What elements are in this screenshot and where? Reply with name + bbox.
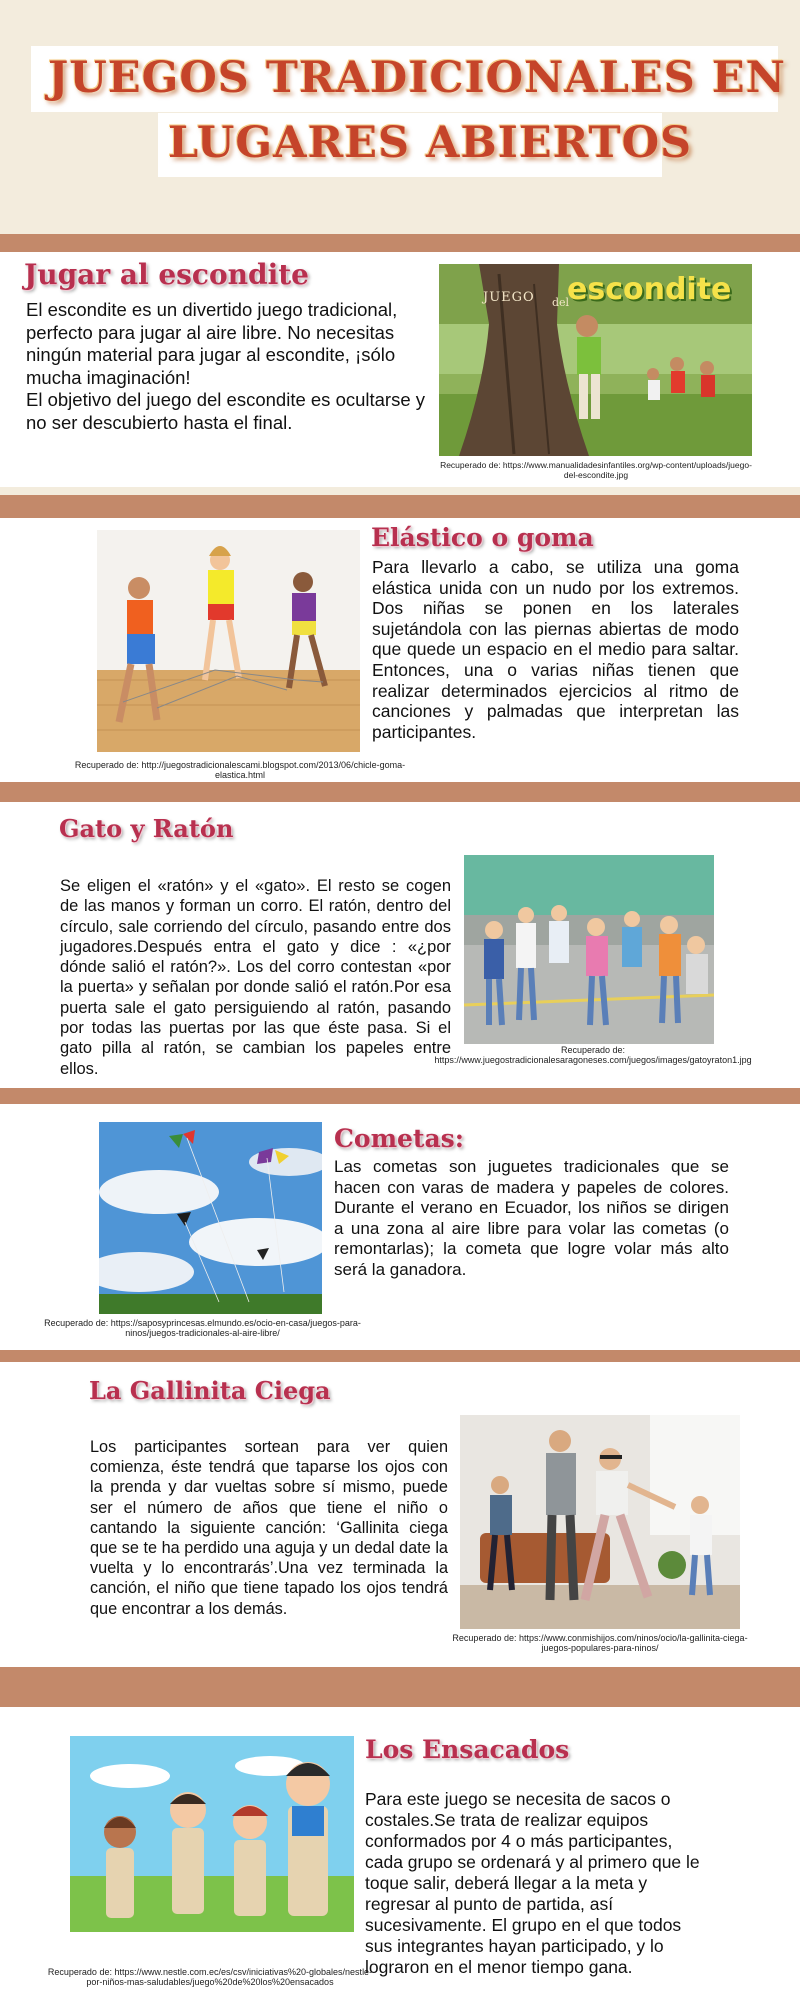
gato-raton-photo — [464, 855, 714, 1044]
divider-band — [0, 234, 800, 252]
section-paragraph: Los participantes sortean para ver quien comienza, éste tendrá que taparse los ojos con la prenda y dar vueltas sobre sí mismo, puede ser el número de años que tiene el niño o cantando la siguiente canción: ‘Gallinita ciega que se te ha perdido una aguja y un dedal date la vuelta y lo encontrarás’.Una vez terminada la canción, el niño que tiene tapado los ojos tendrá que encontrar a los demás. — [90, 1438, 448, 1618]
image-caption: Recuperado de: https://www.nestle.com.ec/es/csv/iniciativas%20-globales/nestle-por-niños-mas-saludables/juego%20de%20los%20ensacados — [47, 1967, 373, 1987]
elastico-photo — [97, 530, 360, 752]
divider-band — [0, 1350, 800, 1362]
image-caption: Recuperado de: https://www.manualidadesinfantiles.org/wp-content/uploads/juego-del-escondite.jpg — [440, 460, 752, 480]
section-title: Gato y Ratón — [59, 814, 234, 843]
section-title: Elástico o goma — [371, 523, 594, 552]
image-caption: Recuperado de: https://saposyprincesas.elmundo.es/ocio-en-casa/juegos-para-ninos/juegos-tradicionales-al-aire-libre/ — [44, 1318, 361, 1338]
section-title: La Gallinita Ciega — [89, 1376, 331, 1405]
section-title: Jugar al escondite — [24, 258, 309, 291]
section-paragraph: Se eligen el «ratón» y el «gato». El resto se cogen de las manos y forman un corro. El ratón, dentro del círculo, sale corriendo del círculo, pasando entre dos jugadores.Después entra el gato y dice : «¿por dónde salió el ratón?». Los del corro contestan «por la puerta» y señalan por donde salió el ratón.Por esa puerta sale el gato persiguiendo al ratón, pasando por todas las puertas por las que éste pasa. Si el gato pilla al ratón, se cambian los papeles entre ellos. — [60, 877, 451, 1078]
section-title: Los Ensacados — [365, 1735, 570, 1764]
section-paragraph: Para este juego se necesita de sacos o costales.Se trata de realizar equipos conformados por 4 o más participantes, cada grupo se ordenará y al primero que le toque salir, deberá llegar a la meta y regresar al punto de partida, así sucesivamente. El grupo en el que todos sus integrantes hayan participado, y lo lograron en el menor tiempo gana. — [365, 1789, 700, 1977]
page-header — [0, 0, 800, 234]
cometas-photo — [99, 1122, 322, 1314]
image-caption: Recuperado de: https://www.juegostradicionalesaragoneses.com/juegos/images/gatoyraton1.jpg — [434, 1045, 752, 1065]
cream-strip — [0, 487, 800, 495]
image-label-escondite: escondite — [567, 272, 732, 307]
gallinita-ciega-photo — [460, 1415, 740, 1629]
divider-band — [0, 782, 800, 802]
image-caption: Recuperado de: https://www.conmishijos.com/ninos/ocio/la-gallinita-ciega-juegos-populares-para-ninos/ — [452, 1633, 748, 1653]
section-paragraph: El objetivo del juego del escondite es ocultarse y no ser descubierto hasta el final. — [26, 389, 426, 433]
page-title-line1: JUEGOS TRADICIONALES EN — [48, 53, 786, 103]
section-paragraph: Para llevarlo a cabo, se utiliza una goma elástica unida con un nudo por los extremos. Dos niñas se ponen en los laterales sujetándola con las piernas abiertas de modo que quede un espacio en el medio para saltar. Entonces, una o varias niñas tienen que realizar determinados ejercicios al ritmo de canciones y palmadas que interpretan las participantes. — [372, 557, 739, 742]
escondite-photo — [439, 264, 752, 456]
divider-band — [0, 1667, 800, 1707]
image-label-juego: JUEGO — [483, 290, 535, 305]
section-paragraph: El escondite es un divertido juego tradicional, perfecto para jugar al aire libre. No necesitas ningún material para jugar al escondite, ¡sólo mucha imaginación! — [26, 299, 398, 388]
divider-band — [0, 495, 800, 518]
ensacados-illustration — [70, 1736, 354, 1932]
section-title: Cometas: — [334, 1124, 464, 1153]
divider-band — [0, 1088, 800, 1104]
section-paragraph: Las cometas son juguetes tradicionales que se hacen con varas de madera y papeles de colores. Durante el verano en Ecuador, los niños se dirigen a una zona al aire libre para volar las cometas (o remontarlas); la cometa que logre volar más alto será la ganadora. — [334, 1157, 729, 1279]
image-label-del: del — [552, 296, 570, 309]
image-caption: Recuperado de: http://juegostradicionalescami.blogspot.com/2013/06/chicle-goma-elastica.html — [74, 760, 406, 780]
page-title-line2: LUGARES ABIERTOS — [168, 118, 693, 168]
